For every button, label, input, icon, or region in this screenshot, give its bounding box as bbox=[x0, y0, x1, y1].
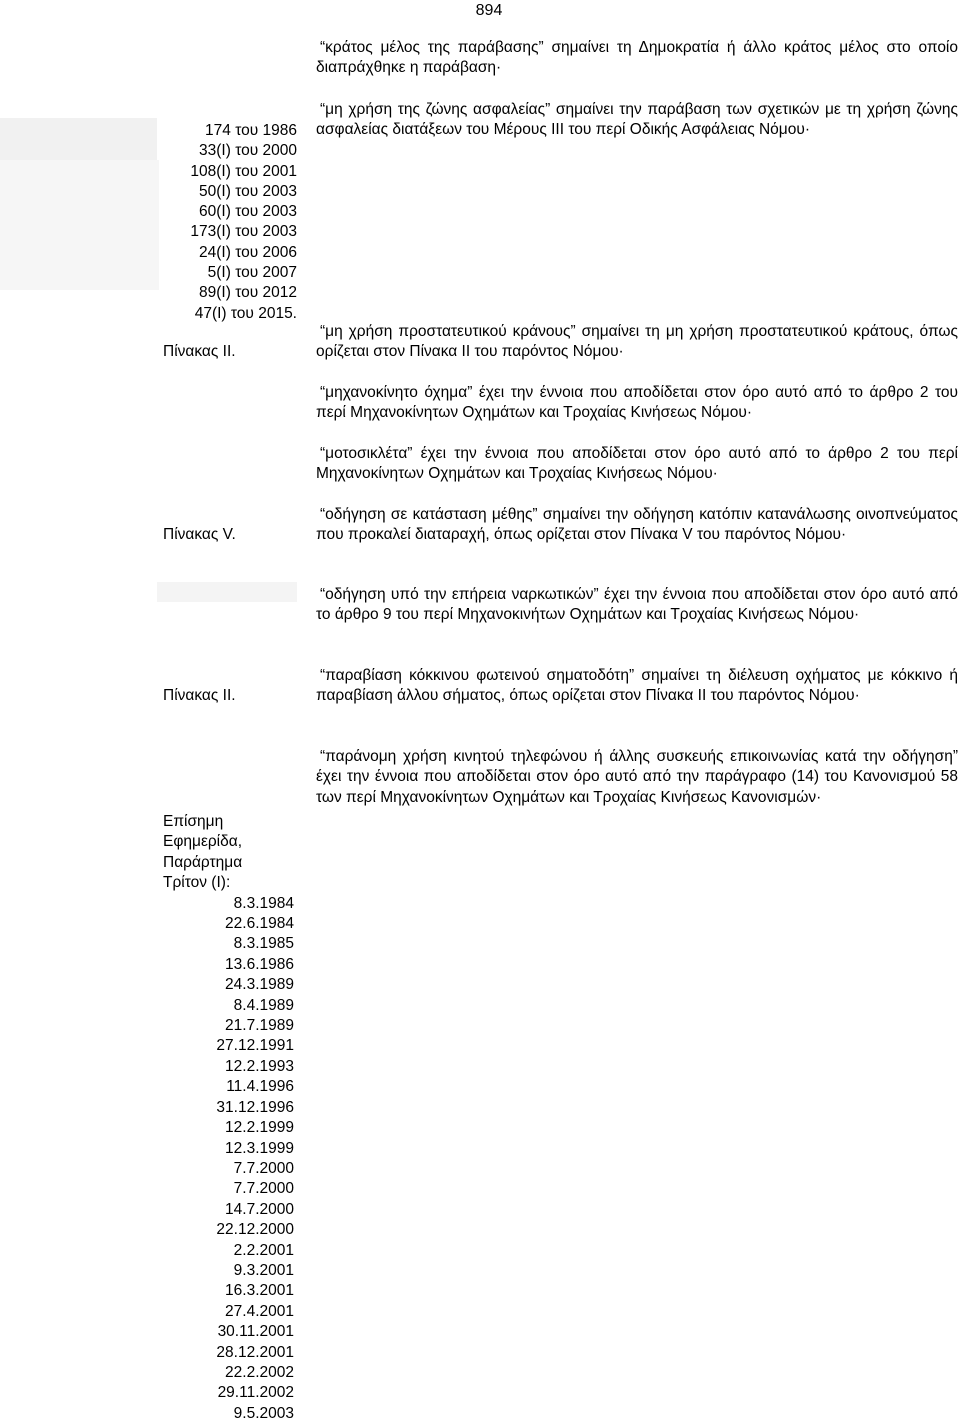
definition-text: “παράνομη χρήση κινητού τηλεφώνου ή άλλης συσκευής επικοινωνίας κατά την οδήγηση” έχει την έννοια που αποδίδεται στον όρο αυτό από την παράγραφο (14) του Κανονισμού 58 των περί Μηχανοκίνητων Οχημάτων και Τροχαίας Κινήσεως Κανονισμών· bbox=[316, 748, 958, 806]
gazette-date: 22.2.2002 bbox=[225, 1363, 294, 1381]
law-reference: 174 του 1986 bbox=[205, 122, 297, 139]
law-references bbox=[159, 121, 297, 324]
gazette-date: 13.6.1986 bbox=[225, 955, 294, 973]
law-reference: 24(I) του 2006 bbox=[199, 243, 297, 261]
gazette-date: 9.5.2003 bbox=[233, 1404, 294, 1422]
margin-shade-middle bbox=[157, 582, 297, 602]
definition-text: “οδήγηση υπό την επήρεια ναρκωτικών” έχει την έννοια που αποδίδεται στον όρο αυτό από το άρθρο 9 του περί Μηχανοκινήτων Οχημάτων και Τροχαίας Κινήσεως Νόμου· bbox=[316, 586, 958, 624]
definition-text: “μοτοσικλέτα” έχει την έννοια που αποδίδεται στον όρο αυτό από το άρθρο 2 του περί Μηχανοκίνητων Οχημάτων και Τροχαίας Κινήσεως Νόμου· bbox=[316, 445, 958, 483]
gazette-title-line: Επίσημη bbox=[163, 813, 224, 830]
definition-text: “κράτος μέλος της παράβασης” σημαίνει τη Δημοκρατία ή άλλο κράτος μέλος στο οποίο διαπράχθηκε η παράβαση· bbox=[316, 39, 958, 77]
gazette-date: 30.11.2001 bbox=[217, 1323, 294, 1341]
gazette-date: 16.3.2001 bbox=[225, 1282, 294, 1300]
definition-text: “μη χρήση προστατευτικού κράνους” σημαίνει τη μη χρήση προστατευτικού κράτους, όπως ορίζεται στον Πίνακα ΙΙ του παρόντος Νόμου· bbox=[316, 323, 958, 361]
gazette-date: 9.3.2001 bbox=[233, 1261, 294, 1279]
gazette-date: 27.4.2001 bbox=[225, 1302, 294, 1320]
table-2-reference: Πίνακας ΙΙ. bbox=[163, 343, 236, 360]
gazette-title-line: Εφημερίδα, bbox=[163, 833, 243, 851]
definition-text: “μηχανοκίνητο όχημα” έχει την έννοια που αποδίδεται στον όρο αυτό από το άρθρο 2 του περί Μηχανοκίνητων Οχημάτων και Τροχαίας Κινήσεως Νόμου· bbox=[316, 384, 958, 422]
definition-motor-vehicle bbox=[316, 383, 958, 424]
margin-shade-left bbox=[0, 160, 159, 290]
gazette-date: 8.3.1985 bbox=[233, 935, 294, 953]
gazette-title-line: Παράρτημα bbox=[163, 853, 243, 871]
gazette-date: 12.2.1999 bbox=[225, 1119, 294, 1137]
gazette-date: 12.3.1999 bbox=[225, 1139, 294, 1157]
gazette-date: 31.12.1996 bbox=[216, 1098, 294, 1116]
law-reference: 5(I) του 2007 bbox=[207, 264, 297, 282]
gazette-date: 28.12.2001 bbox=[216, 1343, 294, 1361]
definition-member-state bbox=[316, 38, 958, 79]
gazette-date: 29.11.2002 bbox=[217, 1384, 294, 1402]
gazette-date: 21.7.1989 bbox=[225, 1017, 294, 1035]
definition-red-light bbox=[316, 666, 958, 707]
law-reference: 89(I) του 2012 bbox=[199, 284, 297, 302]
definition-seatbelt bbox=[316, 100, 958, 141]
gazette-date: 22.6.1984 bbox=[225, 915, 294, 933]
gazette-title-line: Τρίτον (Ι): bbox=[163, 874, 231, 892]
law-reference: 173(I) του 2003 bbox=[190, 223, 297, 241]
law-reference: 108(I) του 2001 bbox=[190, 162, 297, 180]
gazette-date: 22.12.2000 bbox=[216, 1221, 294, 1239]
law-reference: 50(I) του 2003 bbox=[199, 182, 297, 200]
definition-motorcycle bbox=[316, 444, 958, 485]
law-reference: 47(I) του 2015. bbox=[194, 304, 297, 322]
definition-text: “μη χρήση της ζώνης ασφαλείας” σημαίνει την παράβαση των σχετικών με τη χρήση ζώνης ασφαλείας διατάξεων του Μέρους ΙΙΙ του περί Οδικής Ασφάλειας Νόμου· bbox=[316, 101, 958, 139]
gazette-date: 8.3.1984 bbox=[233, 894, 294, 912]
definition-helmet bbox=[316, 322, 958, 363]
gazette-date: 2.2.2001 bbox=[233, 1241, 294, 1259]
gazette-title bbox=[163, 812, 298, 894]
gazette-date: 11.4.1996 bbox=[226, 1078, 294, 1096]
gazette-references bbox=[163, 812, 298, 1424]
page-number: 894 bbox=[475, 2, 503, 19]
margin-shade-top bbox=[0, 118, 157, 160]
gazette-date: 8.4.1989 bbox=[233, 996, 294, 1014]
gazette-date: 24.3.1989 bbox=[225, 976, 294, 994]
definition-text: “οδήγηση σε κατάσταση μέθης” σημαίνει την οδήγηση κατόπιν κατανάλωσης οινοπνεύματος που προκαλεί διαταραχή, όπως ορίζεται στον Πίνακα V του παρόντος Νόμου· bbox=[316, 506, 958, 544]
definition-mobile-phone bbox=[316, 747, 958, 808]
table-2-reference-second: Πίνακας ΙΙ. bbox=[163, 687, 236, 704]
law-reference: 33(I) του 2000 bbox=[199, 142, 297, 160]
gazette-date: 7.7.2000 bbox=[233, 1159, 294, 1177]
definition-drunk-driving bbox=[316, 505, 958, 546]
definition-drug-driving bbox=[316, 585, 958, 626]
definition-text: “παραβίαση κόκκινου φωτεινού σηματοδότη” σημαίνει τη διέλευση οχήματος με κόκκινο ή παραβίαση άλλου σήματος, όπως ορίζεται στον Πίνακα ΙΙ του παρόντος Νόμου· bbox=[316, 667, 958, 705]
gazette-date: 12.2.1993 bbox=[225, 1057, 294, 1075]
table-5-reference: Πίνακας V. bbox=[163, 526, 236, 543]
gazette-date: 7.7.2000 bbox=[233, 1180, 294, 1198]
law-reference: 60(I) του 2003 bbox=[199, 203, 297, 221]
gazette-dates bbox=[163, 894, 294, 1424]
gazette-date: 14.7.2000 bbox=[225, 1200, 294, 1218]
gazette-date: 27.12.1991 bbox=[216, 1037, 294, 1055]
